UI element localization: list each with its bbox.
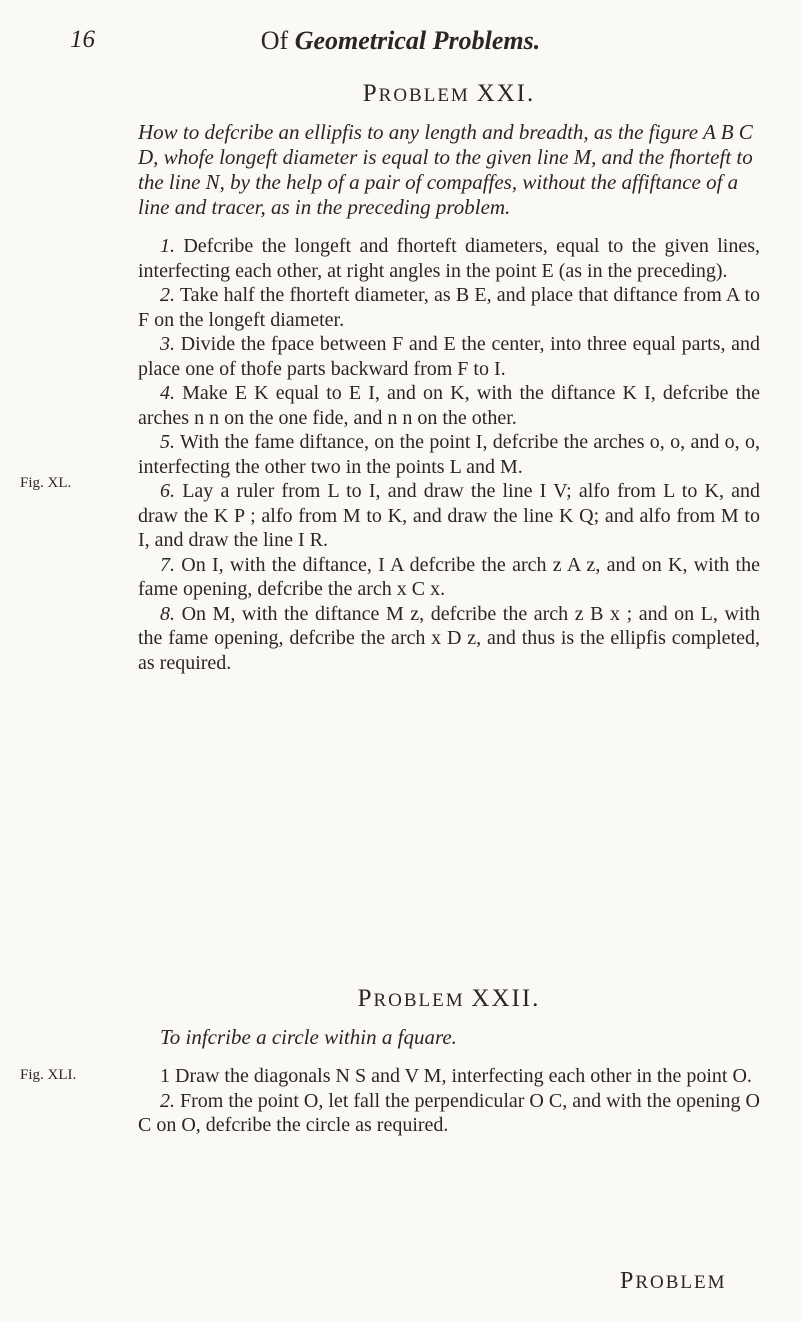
running-title-italic: Geometrical Problems. <box>294 26 541 55</box>
page-number: 16 <box>70 26 95 53</box>
running-title <box>70 26 731 56</box>
step-7: 7. On I, with the diftance, I A defcribe the arch z A z, and on K, with the fame opening, defcribe the arch x C x. <box>138 553 760 600</box>
heading-initial: P <box>362 80 379 107</box>
problem-21-heading <box>138 80 760 108</box>
step-4: 4. Make E K equal to E I, and on K, with the diftance K I, defcribe the arches n n on the one fide, and n n on the other. <box>138 382 761 429</box>
problem-22-section <box>138 985 760 1138</box>
fig-label-xli: Fig. XLI. <box>20 1067 77 1083</box>
step-3: 3. Divide the fpace between F and E the center, into three equal parts, and place one of thofe parts backward from F to I. <box>138 333 760 380</box>
fig-label-xl: Fig. XL. <box>20 475 72 491</box>
step-1: 1. Defcribe the longeft and fhorteft diameters, equal to the given lines, interfecting each other, at right angles in the point E (as in the preceding). <box>138 235 761 282</box>
problem-22-steps <box>138 1064 760 1138</box>
step-1: 1 Draw the diagonals N S and V M, interfecting each other in the point O. <box>160 1065 752 1087</box>
problem-22-heading <box>138 985 760 1013</box>
page-header <box>70 26 731 66</box>
step-6: 6. Lay a ruler from L to I, and draw the line I V; alfo from L to K, and draw the K P ; alfo from M to K, and draw the line K Q; and alfo from M to I, and draw the line I R. <box>138 480 761 551</box>
heading-rest: ROBLEM <box>373 990 465 1011</box>
heading-initial: P <box>357 985 374 1012</box>
heading-numeral: XXI. <box>476 80 536 107</box>
problem-21-steps <box>138 234 760 675</box>
step-5: 5. With the fame diftance, on the point I, defcribe the arches o, o, and o, o, interfecting the other two in the points L and M. <box>138 431 760 478</box>
problem-21-statement: How to defcribe an ellipfis to any length and breadth, as the figure A B C D, whofe longeft diameter is equal to the given line M, and the fhorteft to the line N, by the help of a pair of compaffes, without the affiftance of a line and tracer, as in the preceding problem. <box>138 120 753 219</box>
step-2: 2. Take half the fhorteft diameter, as B E, and place that diftance from A to F on the longeft diameter. <box>138 284 761 331</box>
catchword: PROBLEM <box>620 1268 727 1294</box>
problem-22-statement: To infcribe a circle within a fquare. <box>160 1025 457 1049</box>
running-title-prefix: Of <box>260 26 289 55</box>
problem-21-section <box>138 80 760 675</box>
heading-rest: ROBLEM <box>378 85 470 106</box>
step-8: 8. On M, with the diftance M z, defcribe the arch z B x ; and on L, with the fame opening, defcribe the arch x D z, and thus is the ellipfis completed, as required. <box>138 602 761 674</box>
heading-numeral: XXII. <box>471 985 541 1012</box>
step-2: 2. From the point O, let fall the perpendicular O C, and with the opening O C on O, defcribe the circle as required. <box>138 1089 761 1136</box>
